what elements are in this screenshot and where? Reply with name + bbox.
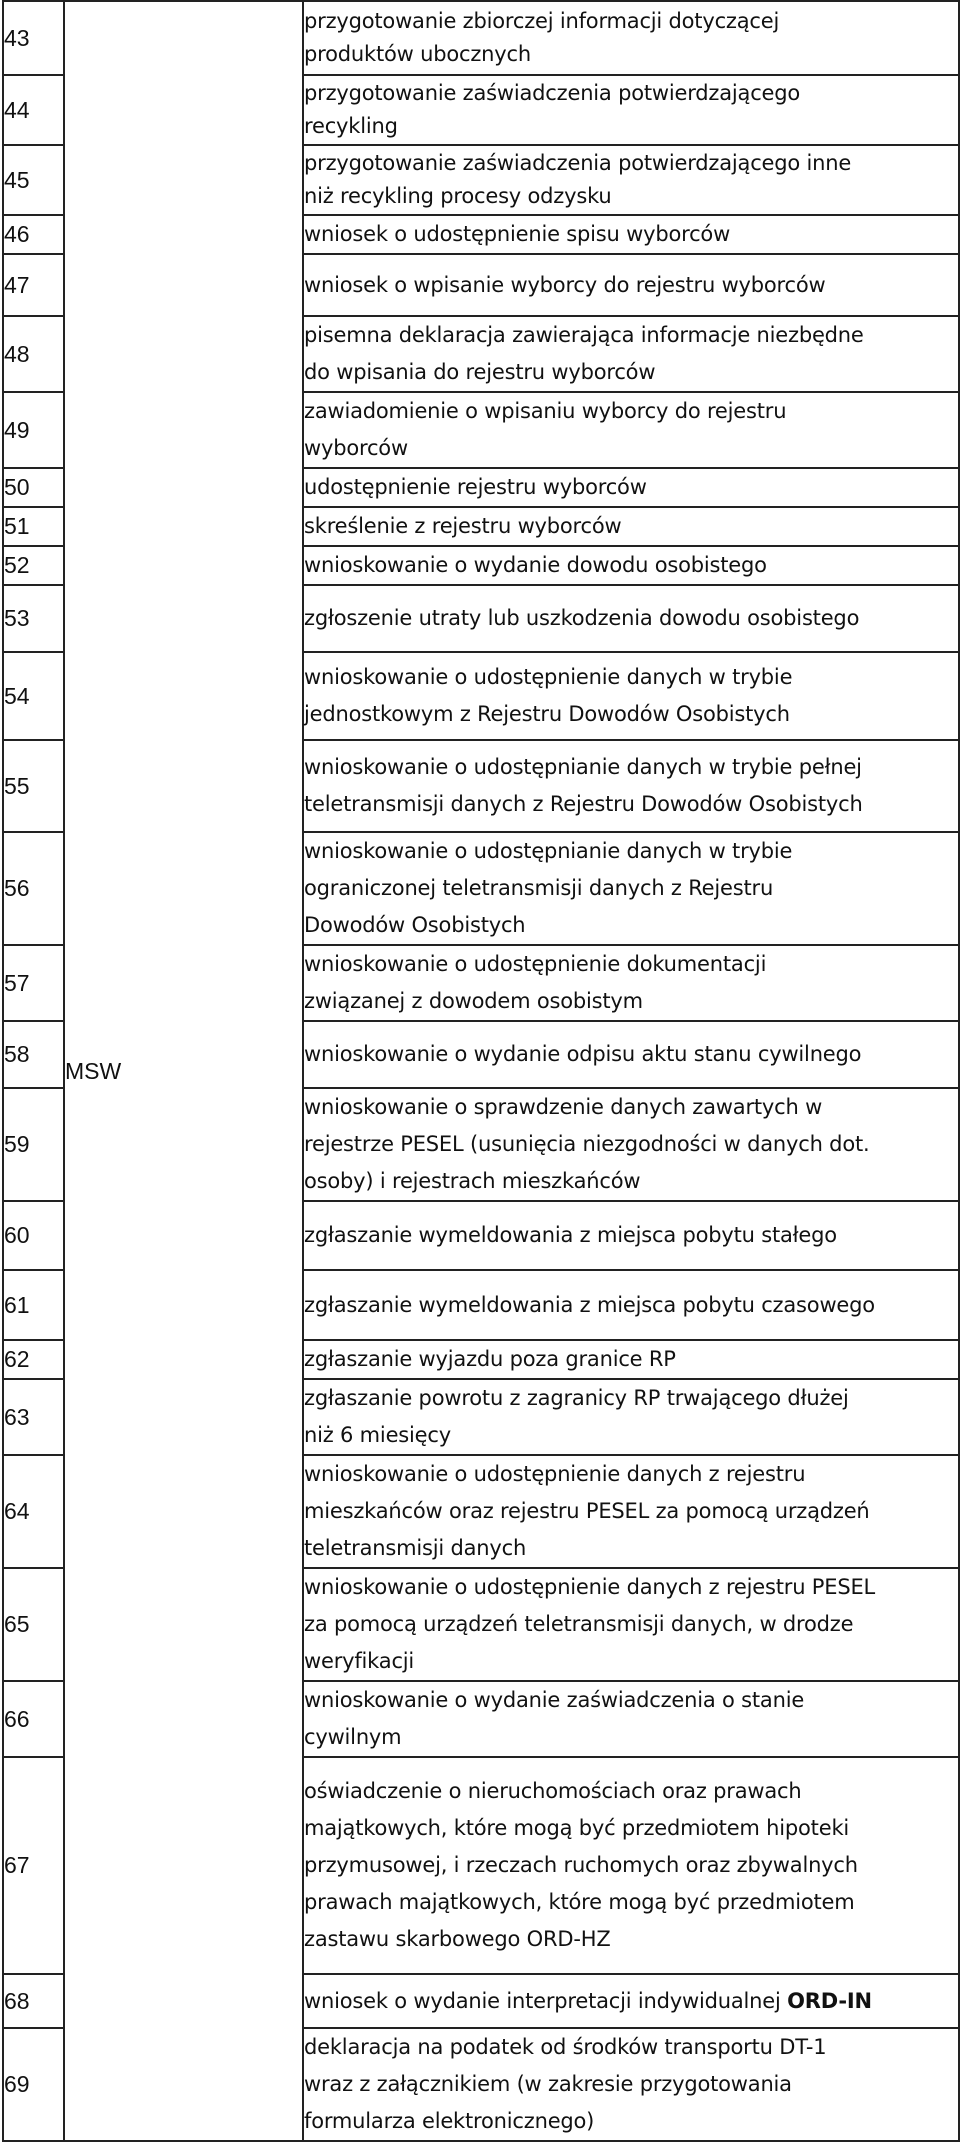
row-description: wnioskowanie o udostępnianie danych w trybie pełnej teletransmisji danych z Rejestru Dowodów Osobistych — [303, 740, 959, 832]
row-number: 47 — [3, 254, 64, 316]
row-description: wnioskowanie o udostępnienie danych z rejestru mieszkańców oraz rejestru PESEL za pomocą urządzeń teletransmisji danych — [303, 1455, 959, 1568]
row-description: wnioskowanie o udostępnienie danych z rejestru PESEL za pomocą urządzeń teletransmisji danych, w drodze weryfikacji — [303, 1568, 959, 1681]
row-description: zgłoszenie utraty lub uszkodzenia dowodu osobistego — [303, 585, 959, 652]
row-description: zgłaszanie wymeldowania z miejsca pobytu czasowego — [303, 1270, 959, 1340]
row-description-text: wniosek o wydanie interpretacji indywidualnej — [304, 1988, 788, 2013]
row-description: deklaracja na podatek od środków transportu DT-1 wraz z załącznikiem (w zakresie przygotowania formularza elektronicznego) — [303, 2028, 959, 2141]
row-number: 44 — [3, 75, 64, 145]
row-description: udostępnienie rejestru wyborców — [303, 468, 959, 507]
row-description: wnioskowanie o wydanie dowodu osobistego — [303, 546, 959, 585]
row-description: skreślenie z rejestru wyborców — [303, 507, 959, 546]
row-number: 46 — [3, 215, 64, 254]
row-number: 56 — [3, 832, 64, 945]
row-number: 69 — [3, 2028, 64, 2141]
row-number: 51 — [3, 507, 64, 546]
document-table — [2, 0, 960, 2142]
row-description: wnioskowanie o udostępnianie danych w trybie ograniczonej teletransmisji danych z Rejestru Dowodów Osobistych — [303, 832, 959, 945]
row-number: 55 — [3, 740, 64, 832]
row-description: wnioskowanie o wydanie zaświadczenia o stanie cywilnym — [303, 1681, 959, 1757]
row-number: 49 — [3, 392, 64, 468]
row-number: 59 — [3, 1088, 64, 1201]
row-description: oświadczenie o nieruchomościach oraz prawach majątkowych, które mogą być przedmiotem hipoteki przymusowej, i rzeczach ruchomych oraz zbywalnych prawach majątkowych, które mogą być przedmiotem zastawu skarbowego ORD-HZ — [303, 1757, 959, 1974]
row-description: przygotowanie zaświadczenia potwierdzającego recykling — [303, 75, 959, 145]
organization-cell: MSW — [64, 1, 303, 2141]
row-number: 52 — [3, 546, 64, 585]
row-number: 62 — [3, 1340, 64, 1379]
row-number: 60 — [3, 1201, 64, 1270]
row-number: 63 — [3, 1379, 64, 1455]
row-number: 50 — [3, 468, 64, 507]
row-number: 68 — [3, 1974, 64, 2028]
table-row — [3, 1, 959, 75]
row-number: 58 — [3, 1021, 64, 1088]
row-number: 54 — [3, 652, 64, 740]
row-number: 53 — [3, 585, 64, 652]
row-description — [303, 1974, 959, 2028]
row-number: 66 — [3, 1681, 64, 1757]
row-number: 67 — [3, 1757, 64, 1974]
row-description: przygotowanie zbiorczej informacji dotyczącej produktów ubocznych — [303, 1, 959, 75]
row-number: 48 — [3, 316, 64, 392]
row-description: przygotowanie zaświadczenia potwierdzającego inne niż recykling procesy odzysku — [303, 145, 959, 215]
row-description: zgłaszanie powrotu z zagranicy RP trwającego dłużej niż 6 miesięcy — [303, 1379, 959, 1455]
form-code: ORD-IN — [787, 1988, 872, 2013]
row-number: 65 — [3, 1568, 64, 1681]
row-number: 64 — [3, 1455, 64, 1568]
row-description: wniosek o udostępnienie spisu wyborców — [303, 215, 959, 254]
row-number: 61 — [3, 1270, 64, 1340]
row-description: zawiadomienie o wpisaniu wyborcy do rejestru wyborców — [303, 392, 959, 468]
row-description: wniosek o wpisanie wyborcy do rejestru wyborców — [303, 254, 959, 316]
row-number: 43 — [3, 1, 64, 75]
row-description: wnioskowanie o udostępnienie dokumentacji związanej z dowodem osobistym — [303, 945, 959, 1021]
row-description: wnioskowanie o wydanie odpisu aktu stanu cywilnego — [303, 1021, 959, 1088]
row-description: pisemna deklaracja zawierająca informacje niezbędne do wpisania do rejestru wyborców — [303, 316, 959, 392]
row-description: wnioskowanie o udostępnienie danych w trybie jednostkowym z Rejestru Dowodów Osobistych — [303, 652, 959, 740]
row-description: zgłaszanie wymeldowania z miejsca pobytu stałego — [303, 1201, 959, 1270]
row-number: 45 — [3, 145, 64, 215]
row-number: 57 — [3, 945, 64, 1021]
row-description: wnioskowanie o sprawdzenie danych zawartych w rejestrze PESEL (usunięcia niezgodności w danych dot. osoby) i rejestrach mieszkańców — [303, 1088, 959, 1201]
row-description: zgłaszanie wyjazdu poza granice RP — [303, 1340, 959, 1379]
